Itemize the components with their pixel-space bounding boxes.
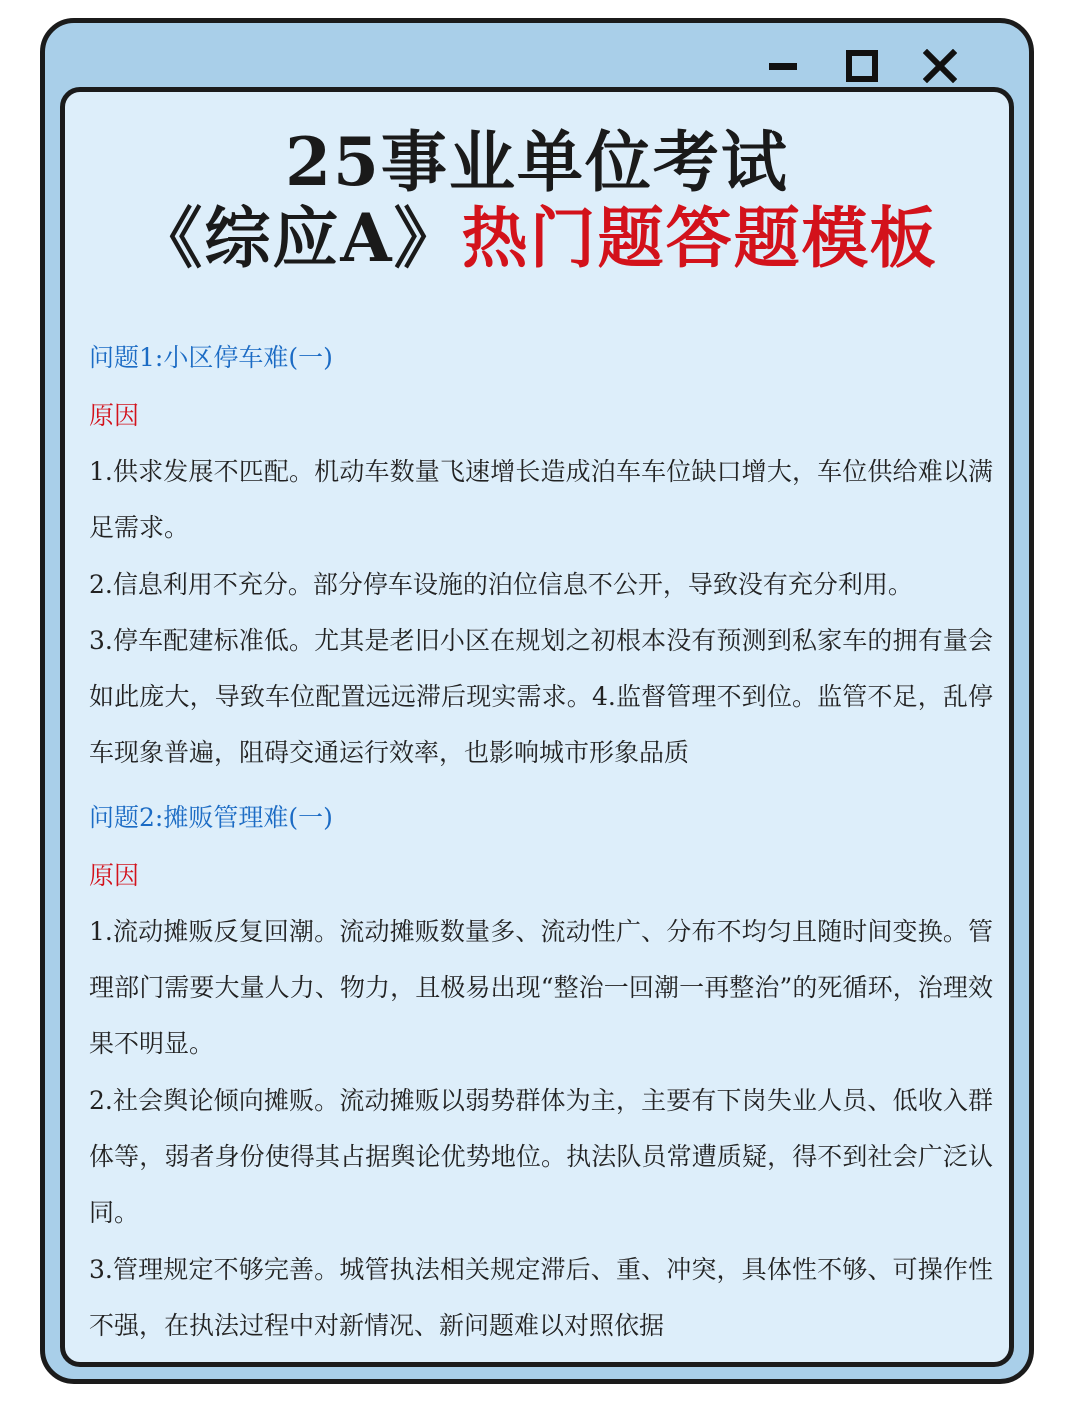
paragraph: 3.管理规定不够完善。城管执法相关规定滞后、重、冲突，具体性不够、可操作性不强，在执法过程中对新情况、新问题难以对照依据 — [89, 1254, 993, 1340]
section-1 — [89, 330, 993, 782]
paragraph: 3.停车配建标准低。尤其是老旧小区在规划之初根本没有预测到私家车的拥有量会如此庞大，导致车位配置远远滞后现实需求。4.监督管理不到位。监管不足，乱停车现象普遍，阻碍交通运行效率，也影响城市形象品质 — [89, 625, 993, 768]
paragraph: 2.信息利用不充分。部分停车设施的泊位信息不公开，导致没有充分利用。 — [89, 569, 913, 599]
close-button[interactable] — [901, 41, 979, 91]
title-line-1: 25事业单位考试 — [285, 123, 789, 201]
minimize-icon — [767, 49, 801, 83]
maximize-icon — [845, 49, 879, 83]
paragraph: 1.供求发展不匹配。机动车数量飞速增长造成泊车车位缺口增大，车位供给难以满足需求。 — [89, 457, 993, 543]
maximize-button[interactable] — [823, 41, 901, 91]
paragraph: 2.社会舆论倾向摊贩。流动摊贩以弱势群体为主，主要有下岗失业人员、低收入群体等，弱者身份使得其占据舆论优势地位。执法队员常遭质疑，得不到社会广泛认同。 — [89, 1085, 993, 1228]
question-heading: 问题1:小区停车难(一) — [89, 343, 333, 372]
section-2 — [89, 790, 993, 1354]
window-frame — [40, 18, 1034, 1384]
title-line-2-highlight: 热门题答题模板 — [461, 199, 938, 277]
minimize-button[interactable] — [745, 41, 823, 91]
paragraph: 1.流动摊贩反复回潮。流动摊贩数量多、流动性广、分布不均匀且随时间变换。管理部门需要大量人力、物力，且极易出现“整治一回潮一再整治”的死循环，治理效果不明显。 — [89, 916, 993, 1059]
content-panel — [60, 87, 1014, 1367]
reason-label: 原因 — [89, 860, 140, 890]
title-line-2 — [65, 200, 1009, 276]
reason-label: 原因 — [89, 401, 140, 430]
page-title — [65, 124, 1009, 276]
article-body — [89, 330, 993, 1354]
question-heading: 问题2:摊贩管理难(一) — [89, 802, 333, 832]
title-line-2-prefix: 《综应A》 — [136, 199, 462, 277]
close-icon — [923, 49, 957, 83]
window-controls — [745, 41, 979, 91]
